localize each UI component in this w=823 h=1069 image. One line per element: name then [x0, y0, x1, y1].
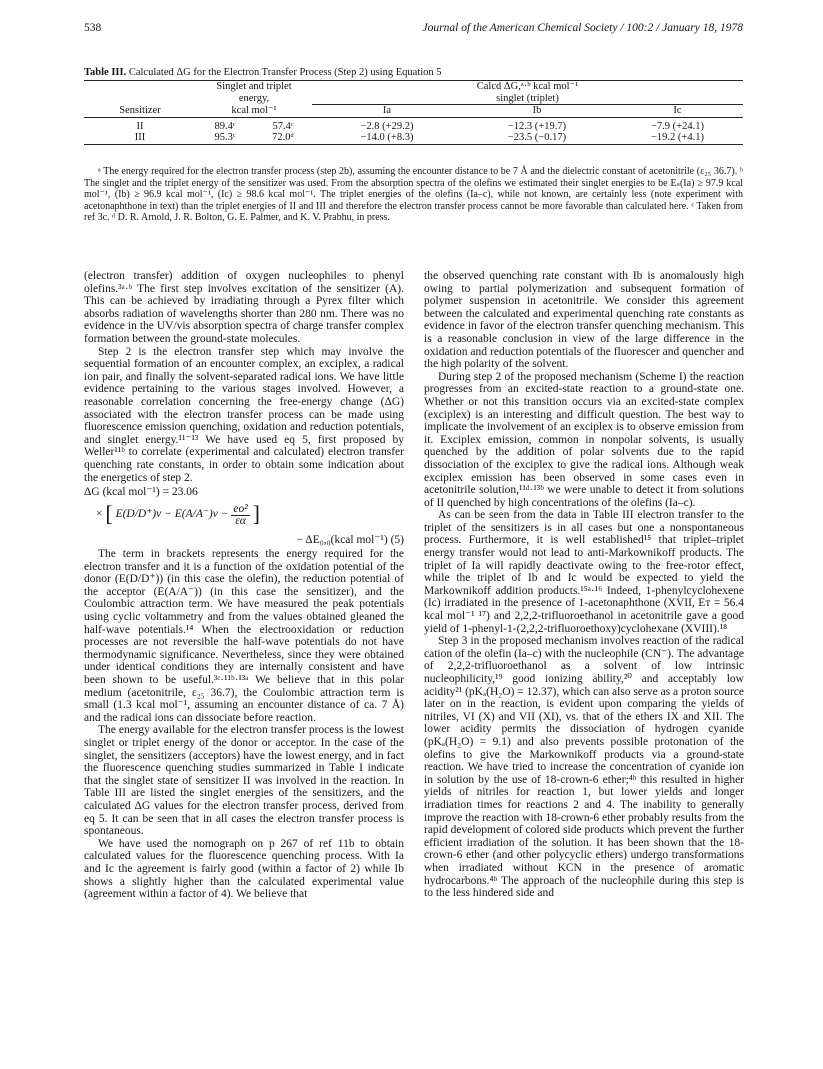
coulomb-fraction [231, 504, 249, 527]
singlet-cell: 89.4ᶜ [214, 120, 236, 132]
equation-line3: − ΔE₀,₀(kcal mol⁻¹) (5) [296, 534, 404, 547]
triplet-cell: 72.0ᵈ [272, 132, 294, 143]
sensitizer-cell: III [134, 132, 146, 143]
paragraph: The term in brackets represents the energy required for the electron transfer and it is a function of the oxidation potential of the donor (E(D/D⁺)) (in this case the olefin), the reduction potential of the acceptor (E(A/A⁻)) (in this case the sensitizer), and the Coulombic attraction term. We have measured the peak potentials using cyclic voltammetry and from the values obtained gleaned the half-wave potentials.¹⁴ When the electrooxidation or reduction processes are not reversible the half-wave potentials do not have thermodynamic significance. Nevertheless, since they were obtained under identical conditions they are internally consistent and have been shown to be useful.³ᶜ·¹¹ᵇ·¹³ᵃ We believe that in this polar medium (acetonitrile, ε₂₅ 36.7), the Coulombic attraction term is small (1.3 kcal mol⁻¹, assuming an encounter distance of ca. 7 Å) and the radical ions can dissociate before reaction. [84, 548, 404, 724]
paragraph: During step 2 of the proposed mechanism (Scheme I) the reaction progresses from an excited-state reaction to a ground-state one. Whether or not this transition occurs via an excited-state complex (exciplex) is an interesting and difficult question. The best way to implicate the involvement of an exciplex is to observe emission from it. Exciplex emission, common in nonpolar solvents, is usually quenched by the addition of polar solvents due to the rapid dissociation of the exciplex to give the radical ions. Although weak exciplex emission has been observed in some cases even in acetonitrile solution,¹¹ᵈ·¹³ᵇ we were unable to detect it from solutions of II quenched by high concentrations of the olefins (Ia–c). [424, 370, 744, 509]
table-row [84, 117, 743, 132]
right-column [424, 270, 744, 900]
table-caption [84, 67, 743, 78]
paragraph: (electron transfer) addition of oxygen nucleophiles to phenyl olefins.³ᵃ·ᵇ The first step involves excitation of the sensitizer (A). This can be achieved by irradiating through a Pyrex filter which absorbs radiation of wavelengths shorter than 280 nm. There was no evidence in the UV/vis absorption spectra of charge transfer complex formation between the ground-state molecules. [84, 270, 404, 345]
singlet-cell: 95.3ᶜ [214, 132, 236, 143]
triplet-cell: 57.4ᶜ [272, 120, 294, 132]
paragraph: As can be seen from the data in Table III electron transfer to the triplet of the sensitizers is in all cases but one a nonspontaneous process. Furthermore, it is well established¹⁵ that triplet–triplet energy transfer would not lead to anti-Markownikoff products. The triplet of Ia will rapidly deactivate owing to the free-rotor effect, while the triplet of Ib and Ic would be expected to yield the Markownikoff addition products.¹⁵ᵃ·¹⁶ Indeed, 1-phenylcyclohexene (Ic) irradiated in the presence of 1-acetonaphthone (XVII, Eᴛ = 56.4 kcal mol⁻¹ ¹⁷) and 2,2,2-trifluoroethanol in acetonitrile gave a good yield of 1-phenyl-1-(2,2,2-trifluoroethoxy)cyclohexane (XVIII).¹⁸ [424, 509, 744, 635]
table-footnotes [84, 166, 743, 224]
paragraph: Step 2 is the electron transfer step which may involve the sequential formation of an encounter complex, an exciplex, a radical ion pair, and finally the solvent-separated radical ions. We have little evidence pertaining to the various stages involved. However, a reasonable correlation concerning the free-energy change (ΔG) associated with the electron transfer process can be made using fluorescence emission quenching, oxidation and reduction potentials, and singlet energy.¹¹⁻¹³ We have used eq 5, first proposed by Weller¹¹ᵇ to correlate (experimental and calculated) electron transfer quenching rate constants, in order to obtain some indication about the energetics of step 2. [84, 345, 404, 484]
footnote-text: ᵃ The energy required for the electron transfer process (step 2b), assuming the encounter distance to be 7 Å and the dielectric constant of acetonitrile (ε₂₅ 36.7). ᵇ The singlet and the triplet energy of the sensitizer was used. From the absorption spectra of the olefins we estimated their singlet energies to be Eₛ(Ia) ≥ 97.9 kcal mol⁻¹, (Ib) ≥ 96.9 kcal mol⁻¹, (Ic) ≥ 98.6 kcal mol⁻¹. The triplet energies of the olefins (Ia–c), while not known, are certainly less (note experiment with acetonaphthone in text) than the triplet energies of II and III and therefore the electron transfer process cannot be more favorable than calculated here. ᶜ Taken from ref 3c. ᵈ D. R. Arnold, J. R. Bolton, G. E. Palmer, and K. V. Prabhu, in press. [84, 166, 743, 224]
ic-cell: −7.9 (+24.1) [651, 120, 704, 132]
equation-body: E(D/D⁺)v − E(A/A⁻)v − [115, 508, 229, 521]
table-label: Table III. [84, 67, 127, 78]
equation-line1: ΔG (kcal mol⁻¹) = 23.06 [84, 486, 198, 499]
sensitizer-cell: II [136, 120, 144, 132]
equation-line2 [96, 501, 260, 528]
running-header [84, 22, 743, 40]
ib-header: Ib [462, 105, 612, 118]
fraction-denominator: εα [235, 515, 246, 528]
equation-5 [84, 486, 404, 547]
left-column [84, 270, 404, 901]
ia-cell: −14.0 (+8.3) [360, 132, 414, 143]
ia-cell: −2.8 (+29.2) [360, 120, 414, 132]
calcd-header-line2: singlet (triplet) [496, 92, 559, 104]
calcd-header-line1: Calcd ΔG,ᵃ·ᵇ kcal mol⁻¹ [476, 81, 579, 92]
fraction-numerator: eo² [233, 503, 248, 516]
ib-cell: −23.5 (−0.17) [507, 132, 567, 143]
energy-header-line3: kcal mol⁻¹ [196, 105, 312, 118]
left-bracket: [ [105, 501, 113, 527]
energy-header-line1: Singlet and triplet [216, 81, 292, 92]
ic-cell: −19.2 (+4.1) [651, 132, 704, 143]
energy-header-line2: energy, [238, 93, 270, 104]
sensitizer-header: Sensitizer [84, 105, 196, 118]
journal-citation: Journal of the American Chemical Society / 100:2 / January 18, 1978 [422, 22, 743, 34]
page-number: 538 [84, 22, 102, 34]
table-row [84, 132, 743, 144]
paragraph: The energy available for the electron transfer process is the lowest singlet or triplet energy of the donor or acceptor. In the case of the singlet, the sensitizers (acceptors) have the lowest energy, and in fact the fluorescence quenching studies summarized in Table I indicate that the singlet state of sensitizer II was involved in the reaction. In Table III are listed the singlet energies of the sensitizers, and the calculated ΔG values for the electron transfer process, derived from eq 5. It can be seen that in all cases the electron transfer process is spontaneous. [84, 724, 404, 838]
right-bracket: ] [252, 501, 260, 527]
paragraph: the observed quenching rate constant with Ib is anomalously high owing to partial polymerization and subsequent formation of polymer suspension in acetonitrile. We consider this agreement between the calculated and experimental quenching rate constants as evidence in favor of the electron transfer quenching mechanism. This is a reasonable conclusion in view of the large difference in the oxidation and reduction potentials of the fluorescer and quencher and the high polarity of the solvent. [424, 270, 744, 371]
table-title: Calculated ΔG for the Electron Transfer Process (Step 2) using Equation 5 [128, 67, 442, 78]
ic-header: Ic [612, 105, 743, 118]
ia-header: Ia [312, 105, 462, 118]
paragraph: Step 3 in the proposed mechanism involves reaction of the radical cation of the olefin (Ia–c) with the nucleophile (CN⁻). The advantage of 2,2,2-trifluoroethanol as a solvent of low intrinsic nucleophilicity,¹⁹ good ionizing ability,²⁰ and acceptably low acidity²¹ (pKₐ(H₂O) = 12.37), which can also serve as a proton source later on in the reaction, is evident upon comparing the yields of nitriles, VI (X) and VII (XI), vs. that of the ethers IX and XII. The lower acidity permits the dissociation of hydrogen cyanide (pKₐ(H₂O) = 9.1) and also prevents possible protonation of the olefins to give the Markownikoff products via a ground-state reaction. We have tried to increase the concentration of cyanide ion in solution by the use of 18-crown-6 ether;⁴ᵇ this resulted in higher yields of nitriles for reaction 1, but lower yields and longer irradiation times for reactions 2 and 4. The inability to generally improve the reaction with 18-crown-6 ether probably results from the rapid development of colored side products which prevent the further efficient irradiation of the solution. It has been shown that the 18-crown-6 ether (and other polycyclic ethers) undergo transformations when irradiated without KCN in the presence of aromatic hydrocarbons.⁴ᵇ The approach of the nucleophile during this step is to the less hindered side and [424, 635, 744, 900]
times-sign: × [96, 508, 103, 521]
ib-cell: −12.3 (+19.7) [507, 120, 567, 132]
results-table [84, 80, 743, 145]
paragraph: We have used the nomograph on p 267 of ref 11b to obtain calculated values for the fluorescence quenching process. With Ia and Ic the agreement is fairly good (within a factor of 2) while Ib shows a slightly higher than the calculated experimental value (agreement within a factor of 4). We believe that [84, 837, 404, 901]
